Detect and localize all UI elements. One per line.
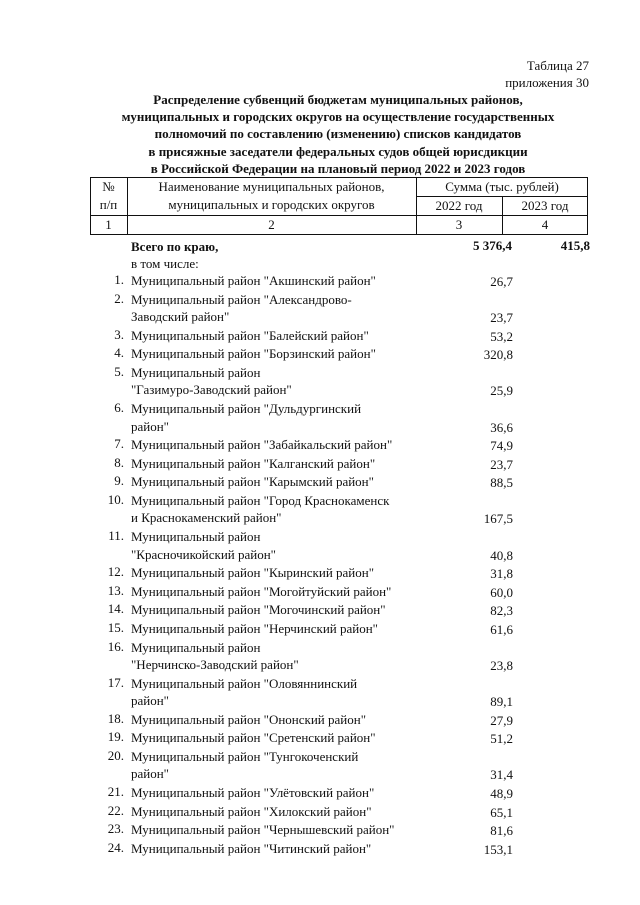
- row-number: 1.: [114, 272, 124, 287]
- amount-2022: 23,8: [490, 658, 513, 673]
- amount-2022: 31,8: [490, 566, 513, 582]
- table-reference: [505, 57, 589, 91]
- district-name-line: Муниципальный район "Сретенский район": [131, 730, 376, 746]
- header-sum-label: Сумма (тыс. рублей): [445, 179, 559, 194]
- table-number: Таблица 27: [526, 58, 589, 73]
- district-name-line: Муниципальный район "Оловяннинский: [131, 675, 358, 691]
- amount-2022: 60,0: [490, 584, 513, 600]
- header-num-label-2: п/п: [99, 197, 118, 212]
- amount-2022: 23,7: [490, 456, 513, 472]
- row-number: 6.: [114, 400, 124, 415]
- district-name: [131, 803, 372, 821]
- district-name-line: Муниципальный район "Балейский район": [131, 327, 369, 343]
- column-number-3: 3: [455, 217, 463, 232]
- header-2023: 2023 год: [521, 198, 569, 213]
- district-name-line: Муниципальный район "Дульдургинский: [131, 401, 362, 416]
- amount-2022: 51,2: [490, 731, 513, 747]
- district-name-line: "Газимуро-Заводский район": [131, 382, 292, 398]
- table-header: [90, 177, 588, 235]
- district-name: [131, 291, 352, 326]
- row-number: 8.: [114, 454, 124, 470]
- row-number: 7.: [114, 436, 124, 452]
- district-name-line: Муниципальный район "Нерчинский район": [131, 620, 378, 636]
- district-name-line: Муниципальный район "Могочинский район": [131, 602, 386, 618]
- row-number: 18.: [107, 710, 124, 726]
- amount-2022: 82,3: [490, 603, 513, 619]
- amount-2022: 31,4: [490, 767, 513, 783]
- including-label: в том числе:: [131, 256, 199, 271]
- row-number: 4.: [114, 345, 124, 361]
- row-number: 11.: [108, 528, 124, 543]
- district-name-line: Муниципальный район: [131, 639, 261, 655]
- district-name: [131, 400, 361, 435]
- amount-2022: 27,9: [490, 712, 513, 728]
- row-number: 10.: [107, 491, 124, 507]
- district-name: [131, 473, 374, 491]
- district-name: [131, 327, 369, 345]
- district-name-line: Муниципальный район "Калганский район": [131, 455, 376, 471]
- district-name-line: "Красночикойский район": [131, 546, 276, 562]
- row-number: 16.: [107, 638, 124, 654]
- amount-2022: 65,1: [490, 804, 513, 820]
- district-name-line: Муниципальный район: [131, 529, 261, 544]
- amount-2022: 89,1: [490, 694, 513, 710]
- district-name-line: Муниципальный район "Ононский район": [131, 711, 367, 727]
- header-num-label: №: [102, 179, 115, 194]
- district-name-line: Муниципальный район "Забайкальский район": [131, 437, 393, 453]
- district-name: [131, 840, 371, 858]
- total-label: Всего по краю,: [131, 239, 219, 254]
- amount-2022: 153,1: [483, 841, 513, 857]
- district-name-line: Муниципальный район "Могойтуйский район": [131, 583, 392, 599]
- amount-2022: 320,8: [483, 347, 513, 363]
- column-number-2: 2: [268, 217, 275, 232]
- row-number: 15.: [107, 619, 124, 635]
- district-name: [131, 564, 374, 582]
- district-name-line: Муниципальный район "Чернышевский район": [131, 822, 395, 838]
- title-line: полномочий по составлению (изменению) списков кандидатов: [154, 126, 522, 142]
- row-number: 24.: [107, 839, 124, 855]
- amount-2022: 167,5: [483, 511, 513, 527]
- title-line: Распределение субвенций бюджетам муниципальных районов,: [153, 92, 523, 107]
- row-number: 9.: [114, 473, 124, 489]
- district-name: [131, 583, 391, 601]
- district-name: [131, 711, 366, 729]
- district-name: [131, 436, 392, 454]
- district-name: [131, 784, 374, 802]
- district-name: [131, 620, 378, 638]
- amount-2022: 40,8: [490, 547, 513, 563]
- document-title: [78, 91, 598, 177]
- district-name: [131, 345, 376, 363]
- district-name: [131, 272, 376, 290]
- amount-2022: 61,6: [490, 621, 513, 637]
- district-name-line: Муниципальный район "Борзинский район": [131, 346, 376, 362]
- district-name: [131, 364, 292, 399]
- amount-2022: 53,2: [490, 328, 513, 344]
- title-line: в присяжные заседатели федеральных судов общей юрисдикции: [148, 143, 528, 159]
- row-number: 2.: [114, 290, 124, 306]
- row-number: 5.: [114, 363, 124, 379]
- row-number: 3.: [114, 326, 124, 342]
- appendix-number: приложения 30: [505, 75, 589, 90]
- district-name: [131, 455, 375, 473]
- district-name-line: Муниципальный район "Улётовский район": [131, 785, 375, 800]
- row-number: 23.: [107, 821, 124, 837]
- header-name-label: Наименование муниципальных районов,: [158, 179, 385, 194]
- row-number: 14.: [107, 601, 124, 617]
- row-number: 17.: [107, 674, 124, 690]
- amount-2022: 26,7: [490, 274, 513, 289]
- header-2022: 2022 год: [435, 198, 483, 213]
- amount-2022: 74,9: [490, 438, 513, 454]
- total-2023: 415,8: [560, 238, 590, 253]
- row-number: 20.: [107, 747, 124, 763]
- header-name-label-2: муниципальных и городских округов: [168, 197, 375, 212]
- amount-2022: 36,6: [490, 419, 513, 435]
- district-name: [131, 675, 357, 710]
- district-name-line: Муниципальный район "Акшинский район": [131, 273, 376, 288]
- district-name-line: "Нерчинско-Заводский район": [131, 657, 299, 672]
- amount-2022: 48,9: [490, 786, 513, 801]
- district-name: [131, 748, 358, 783]
- district-name: [131, 492, 389, 527]
- amount-2022: 81,6: [490, 823, 513, 839]
- amount-2022: 25,9: [490, 383, 513, 399]
- district-name-line: район": [131, 766, 169, 782]
- district-name-line: район": [131, 693, 169, 709]
- district-name-line: Муниципальный район "Тунгокоченский: [131, 748, 359, 764]
- district-name: [131, 528, 276, 563]
- district-name-line: и Краснокаменский район": [131, 510, 282, 526]
- row-number: 22.: [107, 802, 124, 818]
- row-number: 21.: [107, 784, 124, 799]
- total-2022: 5 376,4: [473, 238, 512, 253]
- district-name-line: Муниципальный район: [131, 364, 261, 380]
- column-number-4: 4: [541, 217, 549, 232]
- title-line: муниципальных и городских округов на осуществление государственных: [121, 109, 555, 125]
- district-name-line: район": [131, 418, 169, 434]
- district-name-line: Муниципальный район "Александрово-: [131, 291, 352, 307]
- title-line: в Российской Федерации на плановый период 2022 и 2023 годов: [150, 160, 526, 176]
- district-name-line: Муниципальный район "Город Краснокаменск: [131, 492, 390, 508]
- district-name: [131, 729, 376, 747]
- amount-2022: 88,5: [490, 475, 513, 491]
- row-number: 13.: [107, 582, 124, 598]
- amount-2022: 23,7: [490, 310, 513, 326]
- district-name-line: Заводский район": [131, 309, 230, 325]
- row-number: 12.: [107, 564, 124, 580]
- district-name-line: Муниципальный район "Читинский район": [131, 840, 372, 856]
- district-name-line: Муниципальный район "Хилокский район": [131, 803, 372, 819]
- district-name: [131, 601, 386, 619]
- district-name: [131, 639, 299, 674]
- column-number-1: 1: [105, 217, 112, 232]
- district-name-line: Муниципальный район "Кыринский район": [131, 565, 375, 581]
- row-number: 19.: [107, 729, 124, 745]
- district-name: [131, 821, 394, 839]
- district-name-line: Муниципальный район "Карымский район": [131, 474, 374, 490]
